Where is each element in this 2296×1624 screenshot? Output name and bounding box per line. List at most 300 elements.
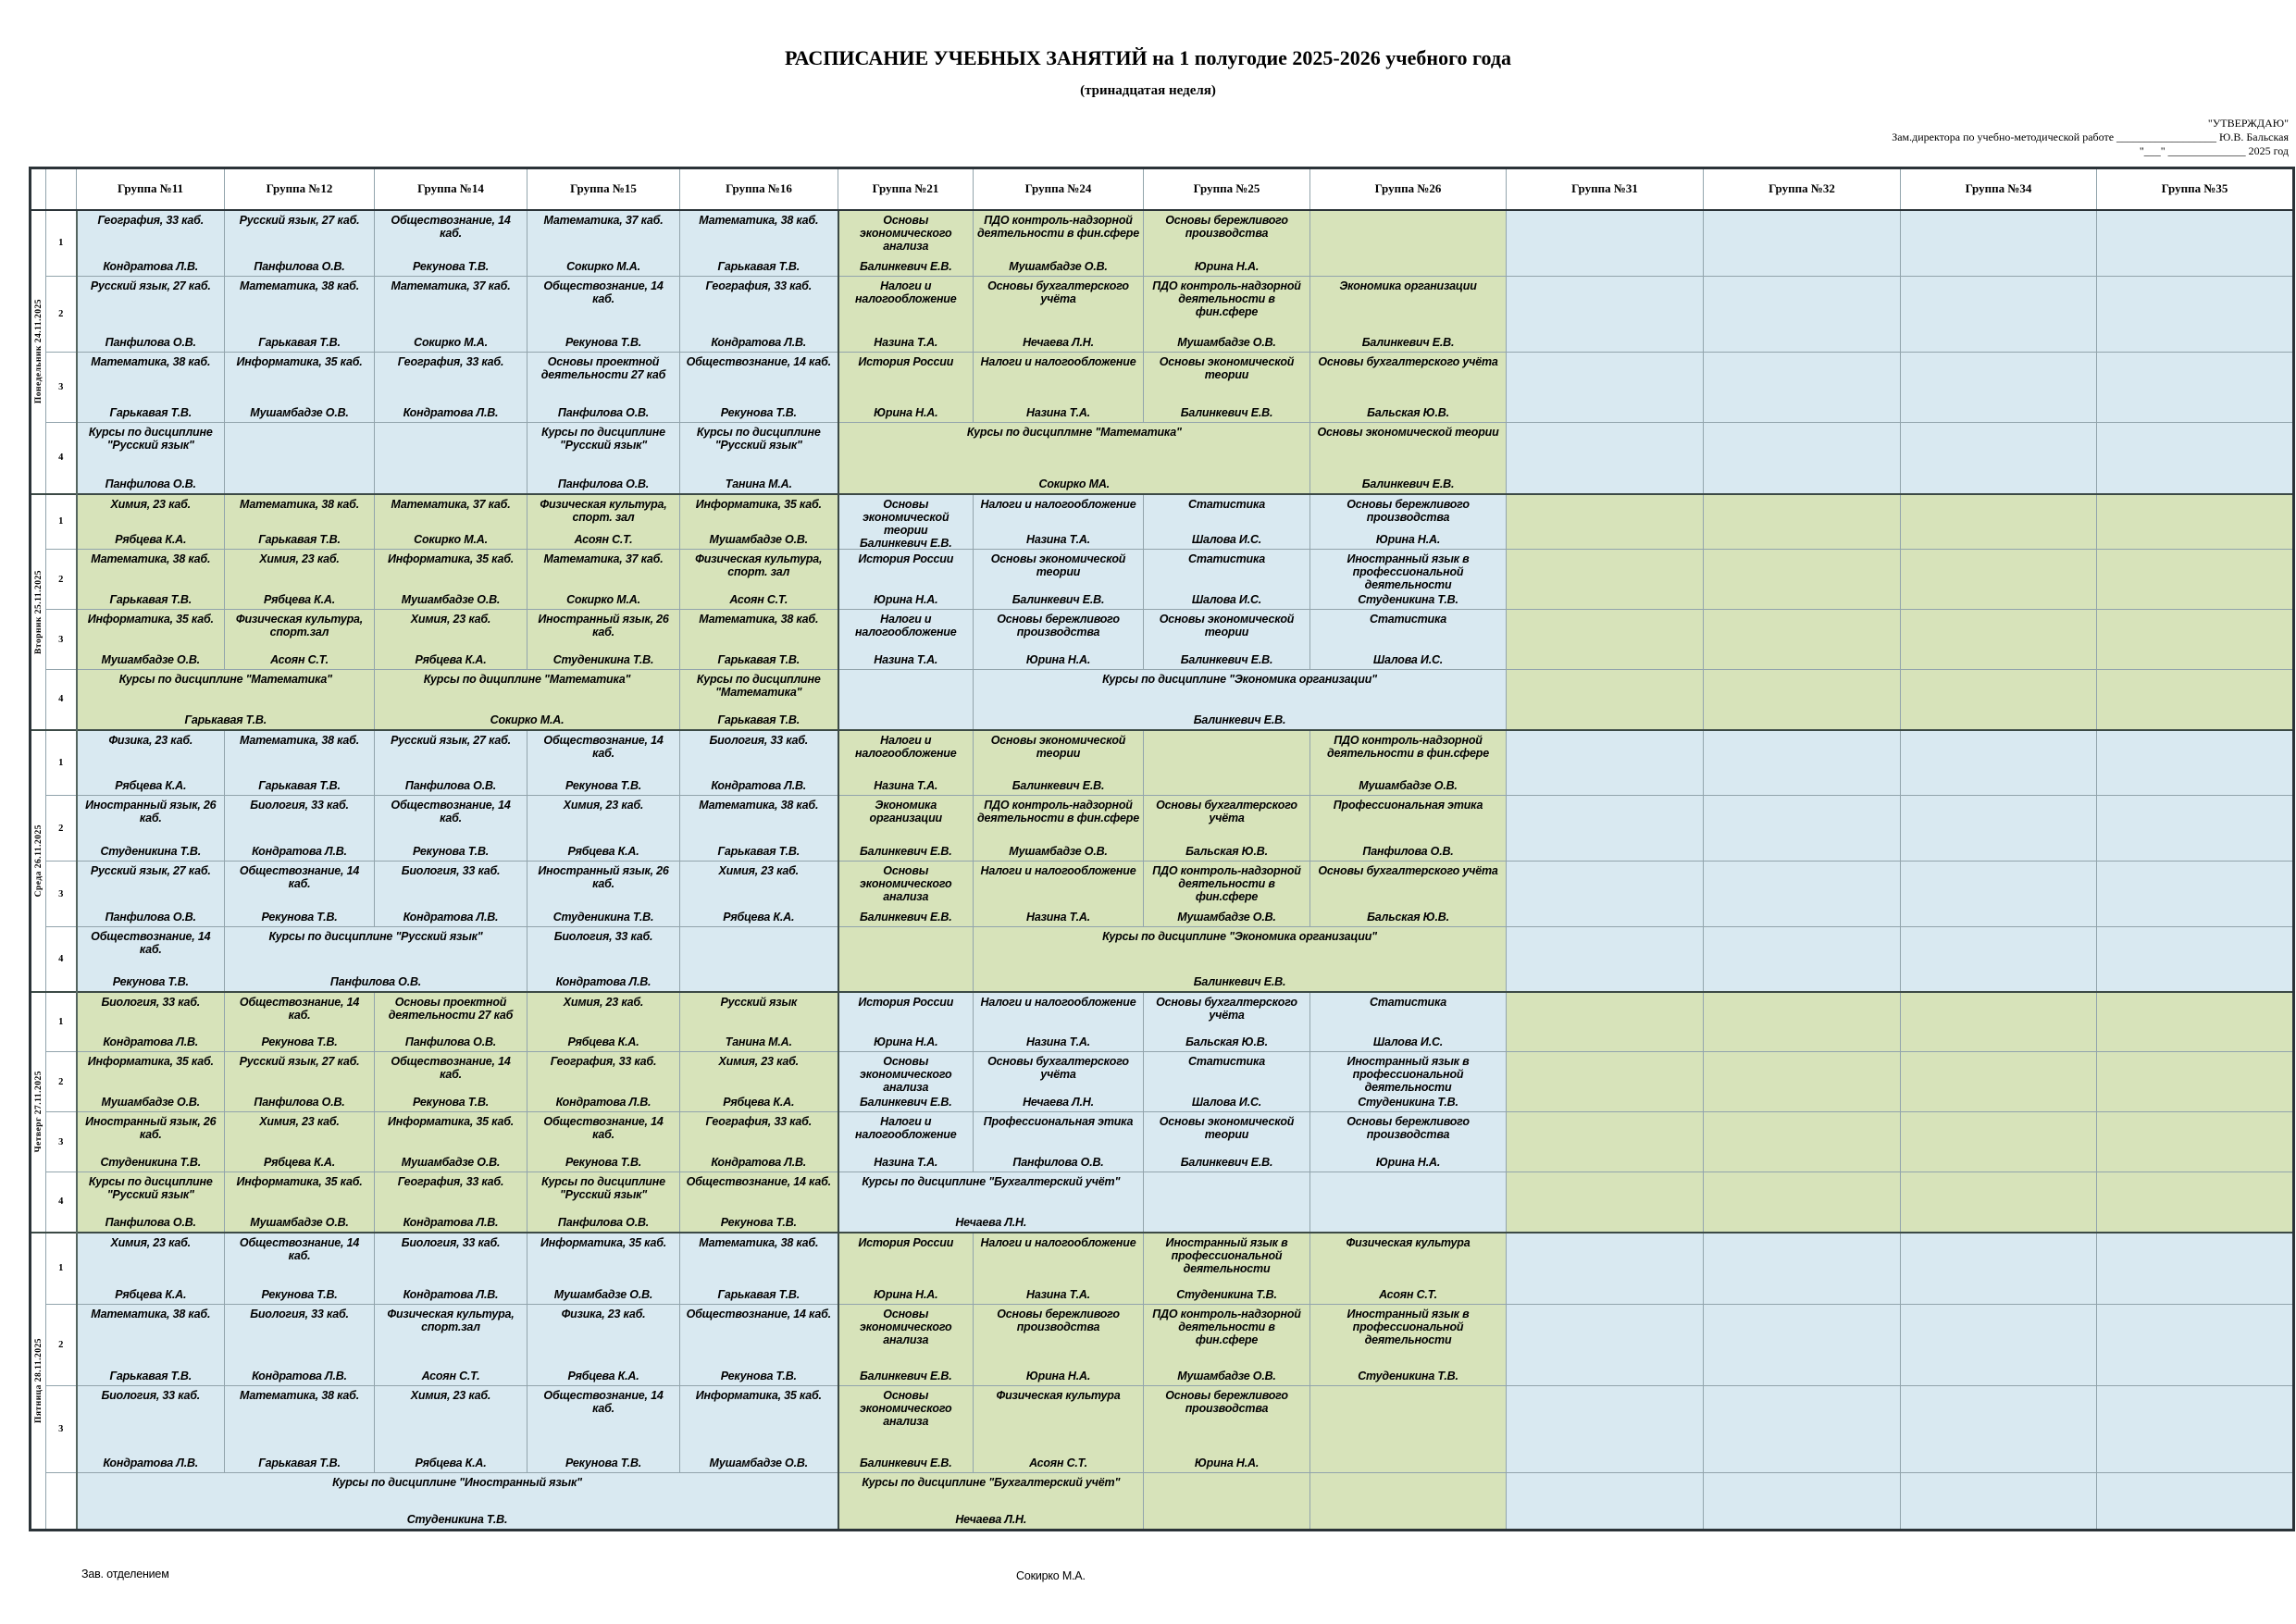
lesson-teacher: Шалова И.С. (1372, 1035, 1444, 1048)
lesson-teacher: Рекунова Т.В. (565, 1457, 642, 1469)
lesson-subject: Налоги и налогообложение (855, 733, 957, 760)
lesson-cell (680, 353, 838, 423)
lesson-subject: Курсы по дисциплине "Русский язык" (88, 1175, 213, 1201)
lesson-cell (680, 862, 838, 927)
lesson-subject: Биология, 33 каб. (401, 864, 501, 877)
lesson-teacher: Юрина Н.А. (1025, 653, 1091, 666)
period-number: 4 (46, 670, 77, 730)
lesson-subject: Математика, 38 каб. (699, 1235, 819, 1249)
lesson-cell (974, 862, 1144, 927)
empty-cell (1704, 494, 1901, 550)
empty-cell (1901, 210, 2097, 277)
lesson-subject: Информатика, 35 каб. (87, 613, 214, 626)
lesson-cell (838, 730, 974, 796)
empty-cell (1704, 1473, 1901, 1531)
lesson-cell (838, 1052, 974, 1112)
empty-cell (1507, 1305, 1704, 1386)
lesson-subject: Основы бережливого производства (997, 613, 1120, 638)
lesson-teacher: Студеникина Т.В. (1358, 1370, 1458, 1382)
lesson-subject: Налоги и налогообложение (855, 279, 957, 305)
lesson-teacher: Кондратова Л.В. (403, 1288, 499, 1301)
lesson-teacher: Назина Т.А. (874, 653, 938, 666)
empty-cell (1901, 1233, 2097, 1305)
lesson-teacher: Сокирко МА. (1038, 477, 1110, 490)
lesson-cell (375, 862, 527, 927)
lesson-subject: Обществознание, 14 каб. (686, 1175, 831, 1188)
period-number: 3 (46, 1112, 77, 1172)
lesson-teacher: Гарькавая Т.В. (717, 653, 800, 666)
lesson-subject: Основы проектной деятельности 27 каб (540, 355, 666, 381)
lesson-subject: Математика, 37 каб. (391, 279, 511, 292)
lesson-subject: География, 33 каб. (97, 213, 204, 227)
lesson-subject: Обществознание, 14 каб. (543, 279, 664, 305)
empty-cell (1704, 423, 1901, 494)
period-number: 2 (46, 1305, 77, 1386)
lesson-cell (680, 494, 838, 550)
lesson-subject: Математика, 38 каб. (240, 733, 359, 747)
footer-signature-name: Сокирко М.А. (1016, 1569, 1086, 1582)
lesson-subject: Физическая культура (996, 1389, 1121, 1402)
empty-cell (1507, 730, 1704, 796)
lesson-teacher: Гарькавая Т.В. (109, 593, 192, 606)
lesson-teacher: Сокирко М.А. (566, 593, 640, 606)
timetable (29, 167, 2295, 1531)
lesson-subject: Математика, 37 каб. (543, 213, 664, 227)
lesson-subject: Курсы по дисциплине "Русский язык" (268, 930, 483, 943)
lesson-teacher: Шалова И.С. (1191, 593, 1262, 606)
lesson-cell (680, 610, 838, 670)
empty-cell (838, 670, 974, 730)
lesson-subject: Основы бухгалтерского учёта (1318, 864, 1498, 877)
lesson-cell (838, 210, 974, 277)
lesson-cell (527, 277, 680, 353)
lesson-cell (77, 494, 225, 550)
lesson-cell (375, 494, 527, 550)
lesson-teacher: Студеникина Т.В. (1358, 593, 1458, 606)
lesson-cell (680, 277, 838, 353)
lesson-teacher: Сокирко М.А. (414, 336, 488, 349)
empty-cell (2097, 1112, 2294, 1172)
lesson-cell (375, 1305, 527, 1386)
lesson-cell (527, 550, 680, 610)
empty-cell (1901, 550, 2097, 610)
lesson-subject: Основы экономического анализа (860, 1308, 952, 1346)
lesson-cell (77, 927, 225, 992)
lesson-cell (375, 610, 527, 670)
lesson-subject: Физическая культура, спорт. зал (695, 552, 823, 578)
lesson-subject: Курсы по дисциплине "Русский язык" (88, 426, 213, 452)
empty-cell (2097, 862, 2294, 927)
lesson-cell (1310, 862, 1507, 927)
lesson-teacher: Бальская Ю.В. (1367, 911, 1449, 924)
timetable-row (31, 353, 2294, 423)
lesson-teacher: Рябцева К.А. (263, 593, 336, 606)
lesson-cell (680, 423, 838, 494)
lesson-teacher: Кондратова Л.В. (403, 1215, 499, 1229)
lesson-subject: Математика, 38 каб. (240, 279, 359, 292)
lesson-teacher: Панфилова О.В. (105, 336, 196, 349)
lesson-cell (680, 210, 838, 277)
day-label (31, 494, 46, 730)
lesson-cell (974, 353, 1144, 423)
timetable-row (31, 1052, 2294, 1112)
lesson-cell (974, 796, 1144, 862)
lesson-subject: Иностранный язык, 26 каб. (538, 613, 669, 638)
empty-cell (1901, 927, 2097, 992)
approval-role-line: Зам.директора по учебно-методической работе __________________ Ю.В. Бальская (1892, 130, 2289, 143)
lesson-cell (225, 796, 375, 862)
lesson-subject: Основы бухгалтерского учёта (1156, 799, 1297, 824)
column-header: Группа №12 (225, 168, 375, 210)
lesson-teacher: Балинкевич Е.В. (860, 845, 952, 858)
lesson-teacher: Мушамбадзе О.В. (1359, 779, 1458, 792)
column-header: Группа №25 (1144, 168, 1310, 210)
lesson-subject: Информатика, 35 каб. (540, 1235, 667, 1249)
lesson-cell (1310, 494, 1507, 550)
lesson-teacher: Мушамбадзе О.В. (1009, 845, 1108, 858)
empty-cell (1704, 796, 1901, 862)
lesson-subject: Информатика, 35 каб. (695, 497, 822, 511)
lesson-cell (77, 670, 375, 730)
lesson-subject: Химия, 23 каб. (718, 864, 799, 877)
lesson-teacher: Студеникина Т.В. (1176, 1288, 1277, 1301)
lesson-cell (527, 862, 680, 927)
lesson-subject: Курсы по дисциплине "Иностранный язык" (332, 1476, 582, 1489)
empty-cell (2097, 730, 2294, 796)
lesson-teacher: Мушамбадзе О.В. (1009, 260, 1108, 273)
empty-cell (1507, 1233, 1704, 1305)
period-number: 1 (46, 730, 77, 796)
lesson-teacher: Рекунова Т.В. (565, 779, 642, 792)
lesson-cell (680, 1233, 838, 1305)
lesson-cell (974, 550, 1144, 610)
timetable-row (31, 277, 2294, 353)
lesson-subject: География, 33 каб. (397, 1175, 504, 1188)
lesson-cell (1144, 210, 1310, 277)
lesson-cell (838, 277, 974, 353)
empty-cell (1507, 353, 1704, 423)
lesson-cell (838, 1386, 974, 1473)
footer-role-label: Зав. отделением (81, 1568, 169, 1581)
empty-cell (1507, 423, 1704, 494)
empty-cell (1901, 730, 2097, 796)
period-number: 4 (46, 1172, 77, 1233)
empty-cell (1507, 610, 1704, 670)
lesson-cell (974, 992, 1144, 1052)
lesson-cell (1144, 494, 1310, 550)
empty-cell (1704, 862, 1901, 927)
lesson-teacher: Рекунова Т.В. (112, 974, 189, 988)
lesson-subject: Статистика (1188, 552, 1265, 565)
lesson-cell (838, 1473, 1144, 1531)
lesson-teacher: Гарькавая Т.В. (109, 406, 192, 419)
lesson-teacher: Шалова И.С. (1191, 1096, 1262, 1109)
lesson-subject: Основы бережливого производства (1347, 497, 1470, 524)
empty-cell (2097, 494, 2294, 550)
lesson-subject: ПДО контроль-надзорной деятельности в фин.сфере (1152, 1308, 1301, 1346)
lesson-cell (225, 927, 527, 992)
lesson-teacher: Студеникина Т.В. (100, 1156, 202, 1169)
lesson-subject: Основы бухгалтерского учёта (987, 279, 1129, 305)
lesson-cell (680, 1112, 838, 1172)
lesson-subject: Русский язык, 27 каб. (239, 1055, 360, 1068)
lesson-subject: ПДО контроль-надзорной деятельности в фин.сфере (977, 213, 1139, 240)
empty-cell (2097, 1386, 2294, 1473)
lesson-subject: Экономика организации (1339, 279, 1477, 292)
period-number: 2 (46, 796, 77, 862)
lesson-cell (375, 210, 527, 277)
timetable-row (31, 423, 2294, 494)
lesson-teacher: Шалова И.С. (1372, 653, 1444, 666)
lesson-cell (375, 730, 527, 796)
empty-cell (2097, 353, 2294, 423)
lesson-teacher: Назина Т.А. (1026, 1288, 1090, 1301)
lesson-cell (838, 494, 974, 550)
lesson-subject: Основы бережливого производства (1165, 1389, 1288, 1415)
lesson-cell (225, 1112, 375, 1172)
empty-cell (1704, 1052, 1901, 1112)
lesson-cell (1144, 992, 1310, 1052)
lesson-teacher: Панфилова О.В. (105, 477, 196, 490)
lesson-teacher: Рекунова Т.В. (412, 1096, 490, 1109)
lesson-cell (1310, 796, 1507, 862)
lesson-subject: Обществознание, 14 каб. (543, 1115, 664, 1141)
lesson-teacher: Панфилова О.В. (1362, 845, 1454, 858)
period-number (46, 1473, 77, 1531)
lesson-subject: Курсы по дисциплине "Бухгалтерский учёт" (862, 1175, 1121, 1188)
lesson-subject: Информатика, 35 каб. (236, 1175, 363, 1188)
empty-cell (1901, 1052, 2097, 1112)
lesson-subject: Основы экономического анализа (860, 1055, 952, 1094)
lesson-cell (1310, 353, 1507, 423)
timetable-row (31, 1473, 2294, 1531)
empty-cell (1704, 210, 1901, 277)
lesson-cell (527, 210, 680, 277)
lesson-subject: Химия, 23 каб. (718, 1055, 799, 1068)
lesson-subject: Русский язык, 27 каб. (90, 279, 211, 292)
page-subtitle: (тринадцатая неделя) (1080, 83, 1216, 98)
lesson-teacher: Рекунова Т.В. (720, 1370, 797, 1382)
empty-cell (1704, 1233, 1901, 1305)
lesson-cell (838, 610, 974, 670)
lesson-cell (527, 730, 680, 796)
empty-cell (1310, 210, 1507, 277)
empty-cell (1507, 1052, 1704, 1112)
period-number: 2 (46, 277, 77, 353)
lesson-teacher: Рекунова Т.В. (261, 1288, 338, 1301)
lesson-teacher: Кондратова Л.В. (555, 974, 652, 988)
lesson-subject: Налоги и налогообложение (980, 355, 1136, 368)
lesson-cell (225, 730, 375, 796)
lesson-cell (527, 1386, 680, 1473)
lesson-subject: Статистика (1370, 613, 1446, 626)
lesson-cell (77, 277, 225, 353)
empty-cell (1901, 992, 2097, 1052)
lesson-cell (1310, 1112, 1507, 1172)
lesson-cell (375, 670, 680, 730)
lesson-subject: Математика, 38 каб. (240, 1389, 359, 1402)
timetable-row (31, 210, 2294, 277)
lesson-teacher: Кондратова Л.В. (103, 1457, 199, 1469)
empty-cell (1901, 1305, 2097, 1386)
lesson-subject: Химия, 23 каб. (110, 497, 191, 511)
lesson-subject: Математика, 38 каб. (91, 552, 211, 565)
lesson-cell (974, 1112, 1144, 1172)
lesson-subject: Основы экономической теории (990, 552, 1126, 578)
lesson-teacher: Мушамбадзе О.В. (401, 593, 501, 606)
lesson-cell (974, 210, 1144, 277)
lesson-subject: Основы экономической теории (1159, 355, 1295, 381)
lesson-teacher: Рябцева К.А. (115, 533, 187, 546)
lesson-subject: Химия, 23 каб. (563, 995, 644, 1009)
column-header: Группа №26 (1310, 168, 1507, 210)
lesson-subject: Основы экономического анализа (860, 213, 952, 253)
lesson-subject: Курсы по дисциплине "Экономика организации" (1102, 673, 1377, 686)
lesson-cell (1144, 796, 1310, 862)
empty-cell (1901, 862, 2097, 927)
lesson-subject: Основы экономической теории (990, 733, 1126, 760)
lesson-cell (527, 992, 680, 1052)
lesson-subject: Иностранный язык в профессиональной деятельности (1347, 1308, 1470, 1346)
lesson-subject: Иностранный язык в профессиональной деятельности (1165, 1235, 1288, 1275)
lesson-teacher: Балинкевич Е.В. (1361, 477, 1455, 490)
lesson-teacher: Нечаева Л.Н. (1023, 336, 1094, 349)
lesson-teacher: Рекунова Т.В. (720, 1215, 797, 1229)
lesson-cell (974, 1233, 1144, 1305)
lesson-subject: Курсы по дисциплине "Экономика организации" (1102, 930, 1377, 943)
lesson-cell (1144, 1052, 1310, 1112)
empty-cell (1901, 610, 2097, 670)
lesson-teacher: Панфилова О.В. (254, 260, 345, 273)
lesson-cell (838, 1233, 974, 1305)
lesson-subject: Математика, 38 каб. (699, 613, 819, 626)
lesson-subject: Курсы по дисциплине "Русский язык" (541, 426, 665, 452)
lesson-subject: Информатика, 35 каб. (87, 1055, 214, 1068)
period-number: 2 (46, 550, 77, 610)
column-header: Группа №35 (2097, 168, 2294, 210)
lesson-cell (1144, 353, 1310, 423)
lesson-teacher: Кондратова Л.В. (711, 336, 807, 349)
lesson-cell (974, 1386, 1144, 1473)
column-header: Группа №32 (1704, 168, 1901, 210)
lesson-teacher: Назина Т.А. (874, 336, 938, 349)
lesson-subject: Математика, 38 каб. (699, 799, 819, 812)
lesson-teacher: Студеникина Т.В. (406, 1513, 508, 1526)
lesson-teacher: Панфилова О.В. (105, 1215, 196, 1229)
lesson-subject: Статистика (1188, 1055, 1265, 1068)
timetable-row (31, 550, 2294, 610)
lesson-cell (974, 1052, 1144, 1112)
lesson-cell (375, 1172, 527, 1233)
lesson-teacher: Мушамбадзе О.В. (1177, 1370, 1276, 1382)
lesson-subject: Химия, 23 каб. (563, 799, 644, 812)
lesson-subject: Основы экономического анализа (860, 864, 952, 903)
lesson-teacher: Панфилова О.В. (404, 1035, 497, 1048)
lesson-teacher: Мушамбадзе О.В. (1177, 336, 1276, 349)
lesson-teacher: Нечаева Л.Н. (955, 1513, 1027, 1526)
lesson-subject: Информатика, 35 каб. (387, 1115, 515, 1128)
lesson-cell (1310, 992, 1507, 1052)
empty-cell (1507, 277, 1704, 353)
lesson-subject: Обществознание, 14 каб. (391, 1055, 511, 1081)
day-label-text: Четверг 27.11.2025 (33, 1071, 43, 1153)
lesson-cell (1310, 423, 1507, 494)
lesson-teacher: Назина Т.А. (1026, 911, 1090, 924)
lesson-teacher: Асоян С.Т. (270, 653, 329, 666)
empty-cell (1704, 1386, 1901, 1473)
lesson-cell (375, 1112, 527, 1172)
empty-cell (1507, 796, 1704, 862)
period-number: 3 (46, 353, 77, 423)
lesson-cell (225, 1386, 375, 1473)
lesson-subject: Налоги и налогообложение (980, 864, 1136, 877)
lesson-subject: Иностранный язык, 26 каб. (85, 799, 217, 824)
lesson-cell (225, 1233, 375, 1305)
lesson-cell (77, 1172, 225, 1233)
lesson-teacher: Юрина Н.А. (874, 406, 938, 419)
lesson-cell (225, 210, 375, 277)
lesson-subject: ПДО контроль-надзорной деятельности в фин.сфере (977, 799, 1139, 824)
lesson-subject: Биология, 33 каб. (101, 995, 201, 1009)
lesson-cell (375, 992, 527, 1052)
lesson-teacher: Балинкевич Е.В. (860, 911, 952, 924)
lesson-subject: Химия, 23 каб. (110, 1235, 191, 1249)
lesson-subject: История России (858, 1235, 954, 1249)
lesson-cell (1310, 1305, 1507, 1386)
lesson-cell (375, 353, 527, 423)
empty-cell (838, 927, 974, 992)
lesson-teacher: Бальская Ю.В. (1367, 406, 1449, 419)
lesson-teacher: Рябцева К.А. (567, 845, 639, 858)
lesson-subject: Обществознание, 14 каб. (543, 1389, 664, 1415)
lesson-teacher: Гарькавая Т.В. (184, 713, 267, 726)
lesson-subject: Математика, 38 каб. (699, 213, 819, 227)
lesson-subject: ПДО контроль-надзорной деятельности в фин.сфере (1152, 864, 1301, 903)
column-header: Группа №14 (375, 168, 527, 210)
lesson-subject: Химия, 23 каб. (410, 613, 491, 626)
lesson-teacher: Юрина Н.А. (1375, 1156, 1441, 1169)
empty-cell (2097, 670, 2294, 730)
lesson-cell (838, 1172, 1144, 1233)
lesson-cell (680, 670, 838, 730)
lesson-cell (527, 796, 680, 862)
lesson-teacher: Балинкевич Е.В. (1180, 406, 1273, 419)
lesson-subject: Налоги и налогообложение (980, 1235, 1136, 1249)
lesson-teacher: Балинкевич Е.В. (1193, 974, 1286, 988)
lesson-subject: Химия, 23 каб. (259, 552, 340, 565)
lesson-subject: Химия, 23 каб. (259, 1115, 340, 1128)
lesson-subject: Биология, 33 каб. (101, 1389, 201, 1402)
lesson-subject: Налоги и налогообложение (855, 1115, 957, 1141)
lesson-teacher: Панфилова О.В. (254, 1096, 345, 1109)
lesson-cell (527, 1052, 680, 1112)
lesson-subject: Обществознание, 14 каб. (543, 733, 664, 760)
lesson-teacher: Кондратова Л.В. (403, 406, 499, 419)
lesson-teacher: Гарькавая Т.В. (717, 713, 800, 726)
lesson-teacher: Рябцева К.А. (415, 653, 487, 666)
lesson-subject: Статистика (1370, 995, 1446, 1009)
empty-cell (2097, 210, 2294, 277)
lesson-cell (1310, 1052, 1507, 1112)
lesson-teacher: Гарькавая Т.В. (109, 1370, 192, 1382)
lesson-teacher: Сокирко М.А. (414, 533, 488, 546)
lesson-cell (680, 796, 838, 862)
lesson-subject: Основы проектной деятельности 27 каб (388, 995, 514, 1022)
approval-block (1892, 117, 2289, 158)
lesson-teacher: Балинкевич Е.В. (1361, 336, 1455, 349)
lesson-subject: Курсы по дисциплине "Русский язык" (696, 426, 821, 452)
empty-cell (1144, 1172, 1310, 1233)
